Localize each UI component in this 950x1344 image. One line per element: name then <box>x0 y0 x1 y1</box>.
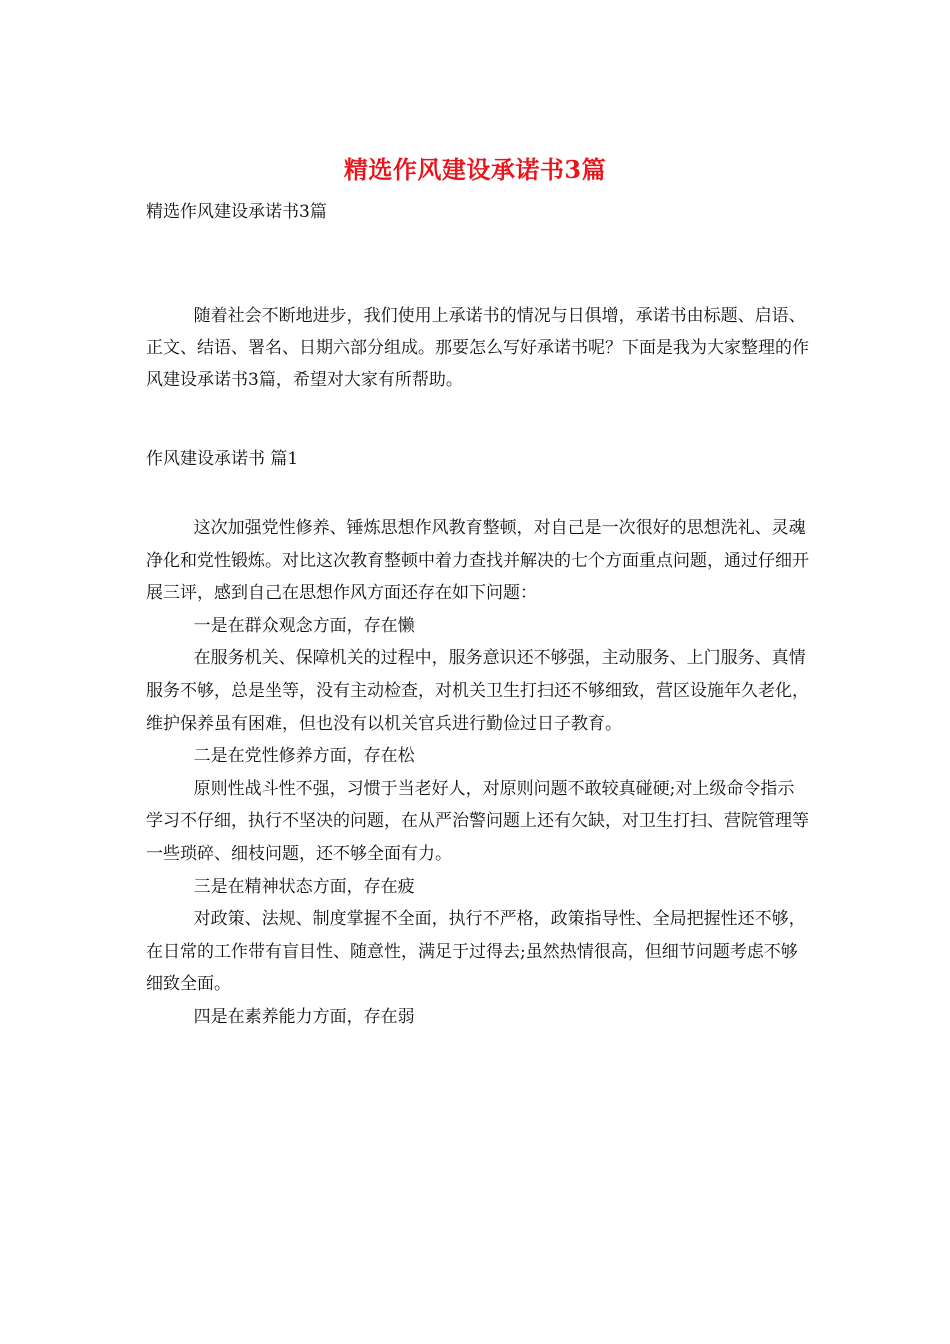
point-heading: 四是在素养能力方面，存在弱 <box>193 1006 415 1027</box>
document-title: 精选作风建设承诺书3篇 <box>343 155 607 184</box>
paragraph: 在服务机关、保障机关的过程中，服务意识还不够强，主动服务、上门服务、真情服务不够，总是坐等，没有主动检查，对机关卫生打扫还不够细致，营区设施年久老化，维护保养虽有困难，但也没有以机关官兵进行勤俭过日子教育。 <box>146 648 809 734</box>
point-heading: 一是在群众观念方面，存在懒 <box>193 615 415 636</box>
point-heading: 三是在精神状态方面，存在疲 <box>193 876 415 897</box>
paragraph: 原则性战斗性不强，习惯于当老好人，对原则问题不敢较真碰硬;对上级命令指示学习不仔细，执行不坚决的问题，在从严治警问题上还有欠缺，对卫生打扫、营院管理等一些琐碎、细枝问题，还不够全面有力。 <box>146 778 809 864</box>
intro-paragraph: 随着社会不断地进步，我们使用上承诺书的情况与日俱增，承诺书由标题、启语、正文、结语、署名、日期六部分组成。那要怎么写好承诺书呢？下面是我为大家整理的作风建设承诺书3篇，希望对大家有所帮助。 <box>146 306 809 390</box>
document-subtitle: 精选作风建设承诺书3篇 <box>146 202 327 222</box>
body-text <box>146 512 810 1034</box>
point-heading: 二是在党性修养方面，存在松 <box>193 746 415 767</box>
paragraph: 这次加强党性修养、锤炼思想作风教育整顿，对自己是一次很好的思想洗礼、灵魂净化和党性锻炼。对比这次教育整顿中着力查找并解决的七个方面重点问题，通过仔细开展三评，感到自己在思想作风方面还存在如下问题： <box>146 518 809 604</box>
paragraph: 对政策、法规、制度掌握不全面，执行不严格，政策指导性、全局把握性还不够，在日常的工作带有盲目性、随意性，满足于过得去;虽然热情很高，但细节问题考虑不够细致全面。 <box>146 909 806 995</box>
section-heading: 作风建设承诺书 篇1 <box>146 449 299 469</box>
